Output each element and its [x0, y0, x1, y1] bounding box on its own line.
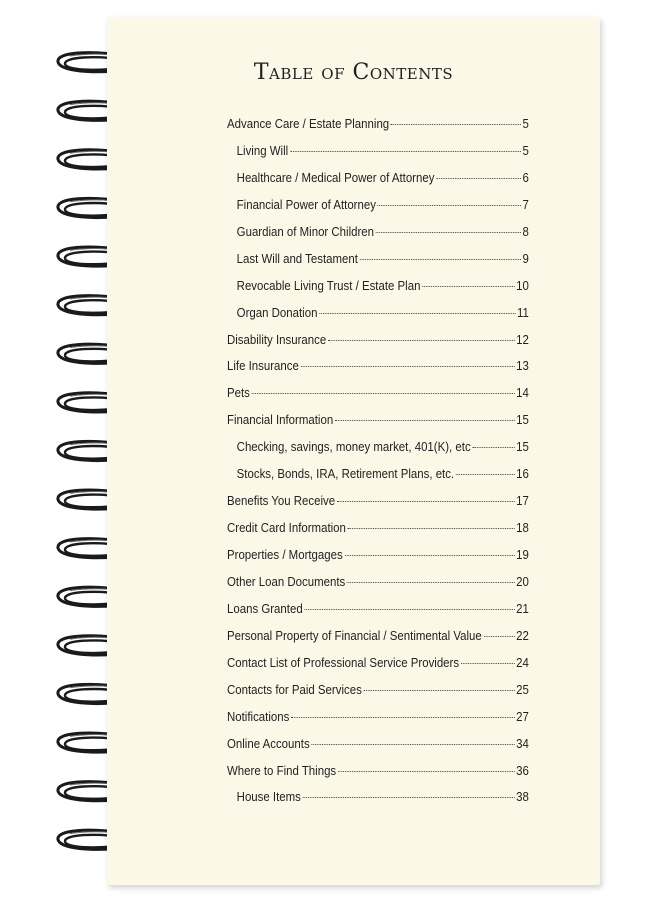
toc-entry: [227, 224, 529, 251]
toc-entry-page: 22: [516, 627, 529, 643]
toc-entry-title: Living Will: [236, 142, 289, 158]
dot-leader: [303, 797, 515, 798]
dot-leader: [290, 151, 521, 152]
toc-entry-title: Personal Property of Financial / Sentimental Value: [227, 627, 482, 643]
toc-entry: [227, 170, 529, 197]
toc-entry-title: Online Accounts: [227, 735, 310, 751]
dot-leader: [376, 232, 521, 233]
dot-leader: [348, 528, 515, 529]
toc-entry: [227, 763, 529, 790]
toc-entry-title: Financial Power of Attorney: [236, 196, 376, 212]
toc-entry-page: 5: [522, 142, 529, 158]
toc-entry-page: 6: [522, 169, 529, 185]
dot-leader: [360, 259, 521, 260]
dot-leader: [252, 393, 515, 394]
toc-entry-page: 20: [516, 573, 529, 589]
toc-entry: [227, 547, 529, 574]
dot-leader: [337, 501, 514, 502]
toc-entry: [227, 466, 529, 493]
toc-entry-title: Stocks, Bonds, IRA, Retirement Plans, etc.: [236, 466, 455, 482]
toc-entry-page: 17: [516, 493, 529, 509]
toc-entry-title: Loans Granted: [227, 600, 303, 616]
toc-entry-page: 19: [516, 547, 529, 562]
dot-leader: [456, 474, 514, 475]
dot-leader: [335, 420, 514, 421]
toc-entry-title: Properties / Mortgages: [227, 547, 343, 562]
toc-entry: [227, 358, 529, 385]
toc-entry-title: Credit Card Information: [227, 520, 346, 536]
dot-leader: [364, 690, 515, 691]
toc-entry-page: 27: [516, 708, 529, 724]
toc-entry-page: 15: [516, 412, 529, 428]
toc-entry: [227, 197, 529, 224]
toc-entry-page: 5: [522, 116, 529, 131]
toc-entry-page: 38: [516, 789, 529, 805]
toc-entry-page: 9: [522, 250, 529, 266]
dot-leader: [291, 717, 514, 718]
table-of-contents: [227, 116, 529, 816]
toc-entry-title: Revocable Living Trust / Estate Plan: [236, 277, 421, 293]
toc-entry-page: 36: [516, 762, 529, 778]
toc-entry-page: 15: [516, 439, 529, 455]
dot-leader: [472, 447, 514, 448]
toc-entry: [227, 305, 529, 332]
page-title: Table of Contents: [253, 60, 454, 85]
dot-leader: [461, 663, 515, 664]
toc-entry: [227, 251, 529, 278]
toc-entry-title: Guardian of Minor Children: [236, 223, 375, 239]
toc-entry-title: Disability Insurance: [227, 331, 327, 347]
toc-entry-page: 8: [522, 223, 529, 239]
dot-leader: [328, 340, 514, 341]
toc-entry-title: Healthcare / Medical Power of Attorney: [236, 169, 435, 185]
toc-entry-page: 34: [516, 735, 529, 751]
toc-entry: [227, 736, 529, 763]
toc-entry-page: 25: [516, 681, 529, 697]
toc-entry-title: Contact List of Professional Service Providers: [227, 654, 460, 670]
toc-entry: [227, 439, 529, 466]
toc-entry-title: Life Insurance: [227, 358, 299, 374]
dot-leader: [391, 124, 521, 125]
toc-entry-page: 7: [522, 196, 529, 212]
toc-entry-page: 10: [516, 277, 529, 293]
toc-entry-title: House Items: [236, 789, 301, 805]
toc-entry: [227, 601, 529, 628]
dot-leader: [319, 313, 515, 314]
toc-entry: [227, 628, 529, 655]
toc-entry: [227, 682, 529, 709]
toc-entry-title: Contacts for Paid Services: [227, 681, 362, 697]
dot-leader: [344, 555, 514, 556]
toc-entry: [227, 116, 529, 143]
toc-entry-title: Pets: [227, 385, 250, 401]
toc-entry-page: 12: [516, 331, 529, 347]
dot-leader: [484, 636, 515, 637]
toc-entry: [227, 278, 529, 305]
dot-leader: [311, 744, 514, 745]
toc-entry-title: Checking, savings, money market, 401(K), etc: [236, 439, 471, 455]
toc-entry-title: Benefits You Receive: [227, 493, 336, 509]
toc-entry: [227, 655, 529, 682]
toc-entry: [227, 789, 529, 816]
toc-entry: [227, 574, 529, 601]
toc-entry-page: 21: [516, 600, 529, 616]
dot-leader: [347, 582, 514, 583]
toc-entry-title: Advance Care / Estate Planning: [227, 116, 390, 131]
toc-entry: [227, 332, 529, 359]
dot-leader: [338, 771, 514, 772]
dot-leader: [378, 205, 521, 206]
toc-entry-page: 18: [516, 520, 529, 536]
toc-entry-title: Notifications: [227, 708, 290, 724]
toc-entry: [227, 520, 529, 547]
toc-entry: [227, 143, 529, 170]
toc-entry-title: Other Loan Documents: [227, 573, 346, 589]
dot-leader: [304, 609, 514, 610]
toc-entry-page: 16: [516, 466, 529, 482]
toc-entry: [227, 385, 529, 412]
toc-entry: [227, 493, 529, 520]
toc-entry-page: 14: [516, 385, 529, 401]
dot-leader: [301, 366, 515, 367]
toc-entry: [227, 412, 529, 439]
dot-leader: [422, 286, 514, 287]
toc-entry-title: Organ Donation: [236, 304, 318, 320]
toc-entry-page: 11: [516, 304, 529, 320]
dot-leader: [436, 178, 521, 179]
toc-entry-title: Last Will and Testament: [236, 250, 358, 266]
toc-entry: [227, 709, 529, 736]
toc-entry-title: Financial Information: [227, 412, 334, 428]
toc-entry-title: Where to Find Things: [227, 762, 337, 778]
toc-entry-page: 13: [516, 358, 529, 374]
toc-entry-page: 24: [516, 654, 529, 670]
